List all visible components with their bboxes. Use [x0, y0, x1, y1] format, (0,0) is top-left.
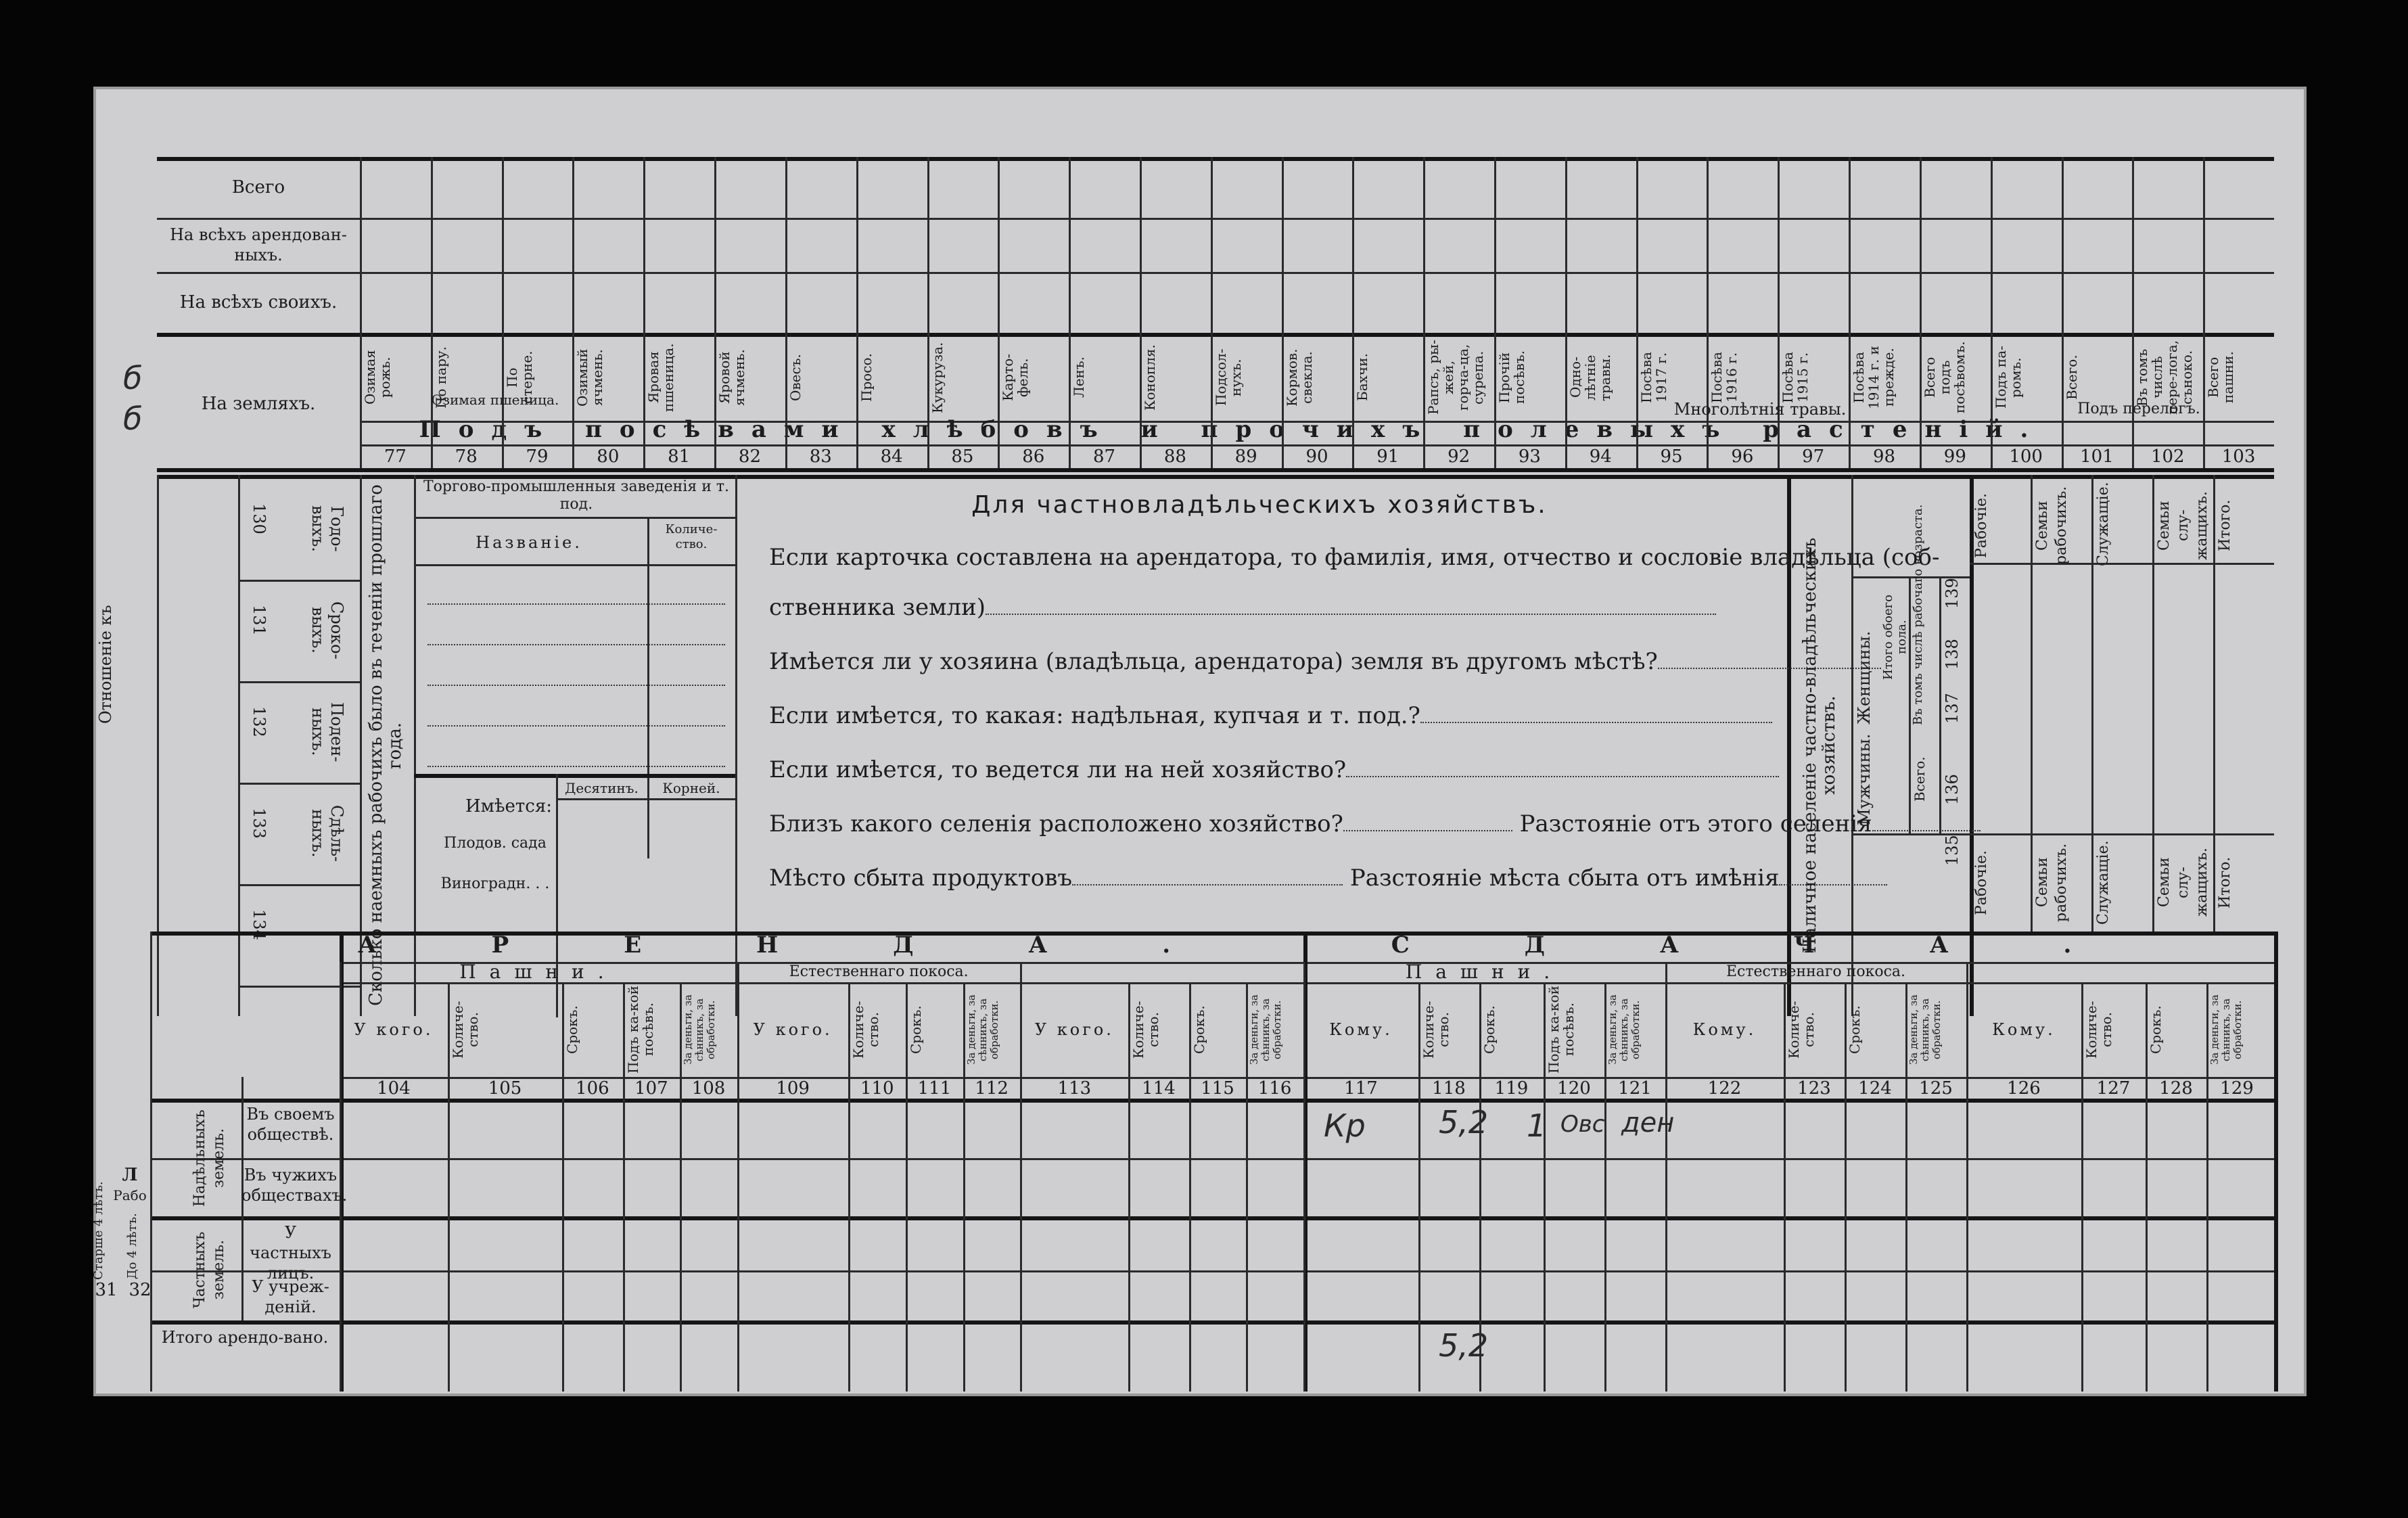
lease-col-label: За деньги, за сѣнникъ, за обработки. [2208, 994, 2244, 1065]
winter-wheat-label: Озимая пшеница. [431, 392, 559, 408]
rule [238, 783, 360, 785]
population-col-number: 137 [1943, 693, 1962, 724]
crop-col-label: Одно-лѣтніе травы. [1567, 354, 1613, 401]
hired-col-label: Годо-выхъ. [308, 505, 346, 553]
rule [1020, 982, 1022, 1392]
lease-col-label: За деньги, за сѣнникъ, за обработки. [1248, 994, 1284, 1065]
answer-line[interactable] [1658, 668, 1881, 669]
lease-col-label: Количе-ство. [2083, 1001, 2114, 1059]
margin-mark-b: б [123, 400, 143, 437]
q4 [769, 756, 1779, 783]
lease-col-label: Количе-ство. [1130, 1001, 1162, 1059]
orchard-label: Плодов. сада [444, 835, 547, 852]
arenda-title: АРЕНДА. [357, 932, 1286, 959]
crop-col-number: 84 [880, 446, 903, 467]
rule [150, 1099, 2274, 1103]
q2-text: Имѣется ли у хозяина (владѣльца, арендатора) земля въ другомъ мѣстѣ? [769, 648, 1658, 675]
crop-col-label: Въ томъ числѣ пере-лога, съноко. [2134, 340, 2196, 415]
crop-col-number: 96 [1731, 446, 1754, 467]
women-total-label: Всего. [1912, 756, 1928, 802]
crop-col-label: Посѣва 1915 г. [1780, 352, 1811, 403]
lease-subheader-meadow: Естественнаго покоса. [789, 963, 969, 980]
lease-col-label: Кому. [1692, 1020, 1757, 1039]
lease-col-label: У кого. [753, 1020, 833, 1039]
lease-col-label: Количе-ство. [449, 1001, 481, 1059]
rule [714, 157, 716, 468]
lease-col-number: 126 [2007, 1078, 2041, 1099]
crop-col-label: Ленъ. [1071, 356, 1088, 398]
crop-col-number: 81 [668, 446, 691, 467]
margin-mark-a: б [123, 360, 143, 396]
rule [643, 157, 645, 468]
rule [157, 272, 2274, 274]
lease-col-label: Кому. [1329, 1020, 1393, 1039]
rule [1069, 157, 1071, 468]
rule [150, 1320, 2274, 1325]
q6 [769, 865, 1887, 892]
col-31: 31 [95, 1280, 118, 1300]
lease-col-label: Количе-ство. [1420, 1001, 1452, 1059]
crop-col-label: Яровой ячмень. [716, 349, 748, 406]
rule [1778, 157, 1780, 468]
lease-col-number: 113 [1057, 1078, 1092, 1099]
lease-col-number: 128 [2159, 1078, 2193, 1099]
population-col-number: 136 [1943, 774, 1962, 805]
crop-col-label: Прочій посѣвъ. [1496, 350, 1528, 405]
crop-col-number: 90 [1305, 446, 1328, 467]
handwritten-terms: ден [1621, 1107, 1675, 1138]
lease-col-label: Срокъ. [908, 1005, 925, 1054]
row-total: Всего [231, 177, 285, 198]
rule [150, 1216, 2274, 1220]
crop-col-number: 98 [1872, 446, 1896, 467]
rule [1423, 157, 1425, 468]
rule [157, 333, 2274, 337]
lease-col-number: 129 [2220, 1078, 2254, 1099]
crop-col-number: 92 [1448, 446, 1471, 467]
rule [150, 1270, 2274, 1272]
rule [1707, 157, 1709, 468]
lease-col-label: За деньги, за сѣнникъ, за обработки. [1606, 994, 1642, 1065]
crop-col-label: Просо. [858, 353, 875, 402]
crop-col-label: Всего пашни. [2205, 351, 2237, 404]
trade-header: Торгово-промышленныя заведенія и т. под. [423, 478, 730, 513]
hired-col-number: 134 [250, 909, 269, 940]
lease-col-label: Подъ ка-кой посѣвъ. [1546, 986, 1577, 1074]
q3-text: Если имѣется, то какая: надѣльная, купчая и т. под.? [769, 702, 1420, 729]
crop-col-number: 77 [384, 446, 407, 467]
row-all-own: На всѣхъ своихъ. [179, 292, 338, 313]
handwritten-qty: 5,2 [1439, 1104, 1489, 1141]
hired-col-label: Поден-ныхъ. [308, 702, 346, 762]
lease-subheader-meadow: Естественнаго покоса. [1726, 963, 1905, 980]
q5a-text: Близъ какого селенія расположено хозяйство? [769, 810, 1343, 837]
dotted-rule [427, 685, 725, 686]
lease-col-number: 114 [1142, 1078, 1176, 1099]
lease-col-number: 109 [776, 1078, 810, 1099]
side-label-private: Частныхъ земель. [191, 1231, 227, 1308]
answer-line[interactable] [1346, 776, 1779, 777]
lease-col-number: 112 [975, 1078, 1009, 1099]
handwritten-crop: Овс [1560, 1111, 1605, 1138]
crop-col-number: 100 [2009, 446, 2043, 467]
rule [556, 798, 735, 800]
men-label: Мужчины. [1855, 733, 1874, 825]
crop-col-label: Всего подъ посѣвомъ. [1921, 341, 1968, 414]
workers-col-label-top: Рабочіе. [1973, 493, 1990, 559]
rule [150, 1158, 2274, 1160]
crop-col-number: 79 [526, 446, 549, 467]
dotted-rule [427, 766, 725, 767]
crop-col-number: 93 [1518, 446, 1541, 467]
lease-col-number: 115 [1201, 1078, 1234, 1099]
workers-col-label-top: Семьи рабочихъ. [2034, 486, 2070, 566]
q1: Если карточка составлена на арендатора, то фамилія, имя, отчество и сословіе владѣльца (соб- [769, 544, 1940, 571]
hired-col-label: Сроко-выхъ. [308, 601, 346, 660]
rule [1211, 157, 1213, 468]
row-own-society: Въ своемъ обществѣ. [246, 1105, 335, 1144]
lease-col-number: 123 [1797, 1078, 1831, 1099]
crop-col-label: Карто-фель. [1000, 353, 1032, 402]
crop-col-number: 83 [809, 446, 832, 467]
row-on-lands: На земляхъ. [201, 394, 316, 414]
relation-label: Отношеніе къ [96, 605, 115, 724]
answer-line[interactable] [1420, 722, 1772, 723]
workers-col-label-top: Служащіе. [2095, 482, 2112, 566]
trade-qty-col: Количе-ство. [665, 522, 718, 551]
lease-subheader-arable: Пашни. [459, 961, 618, 983]
rule [157, 218, 2274, 220]
rule [150, 932, 152, 1392]
crop-banner: Подъ посѣвами хлѣбовъ и прочихъ полевыхъ растеній. [419, 416, 2046, 443]
desyatin-col: Десятинъ. [565, 780, 639, 796]
crop-col-number: 89 [1234, 446, 1257, 467]
q5b-text: Разстояніе отъ этого селенія [1519, 810, 1872, 837]
lease-col-label: За деньги, за сѣнникъ, за обработки. [965, 994, 1000, 1065]
crop-col-number: 87 [1093, 446, 1116, 467]
rule [1494, 157, 1496, 468]
rule [1565, 157, 1567, 468]
lease-col-label: У кого. [354, 1020, 434, 1039]
population-col-number: 138 [1943, 639, 1962, 670]
hired-col-number: 131 [250, 605, 269, 636]
lease-col-number: 127 [2096, 1078, 2131, 1099]
crop-col-number: 91 [1376, 446, 1399, 467]
lease-col-label: Количе-ство. [1786, 1001, 1817, 1059]
answer-line[interactable] [1343, 830, 1512, 831]
older-label: Старше 4 лѣтъ. [91, 1181, 106, 1280]
crop-col-label: Бахчи. [1354, 353, 1371, 402]
crop-col-number: 80 [597, 446, 620, 467]
lease-col-number: 122 [1707, 1078, 1742, 1099]
lease-col-number: 108 [691, 1078, 726, 1099]
crop-col-label: Подсол-нухъ. [1212, 348, 1244, 407]
rule [785, 157, 787, 468]
lease-col-number: 116 [1257, 1078, 1292, 1099]
answer-line[interactable] [986, 614, 1716, 615]
rule [927, 157, 929, 468]
crop-col-label: По стерне. [503, 350, 535, 405]
lease-col-number: 120 [1557, 1078, 1591, 1099]
rule [2031, 475, 2033, 932]
letter-l: Л [122, 1165, 138, 1185]
rule [998, 157, 1000, 468]
lease-col-label: Подъ ка-кой посѣвъ. [624, 986, 656, 1074]
rule [2091, 475, 2093, 932]
trade-name-col: Названіе. [476, 533, 582, 552]
rule [360, 157, 362, 468]
q2 [769, 648, 1881, 675]
lease-col-number: 107 [634, 1078, 668, 1099]
lease-col-label: Кому. [1992, 1020, 2056, 1039]
rule [2152, 475, 2154, 932]
hired-note: Сколько наемныхъ рабочихъ было въ теченіи прошлаго года. [366, 484, 405, 1007]
crop-col-label: Посѣва 1917 г. [1638, 352, 1669, 403]
crop-col-label: Посѣва 1914 г. и прежде. [1851, 346, 1897, 409]
lease-col-label: Срокъ. [1190, 1005, 1207, 1054]
roots-col: Корней. [662, 780, 720, 796]
rule [431, 157, 433, 468]
incl-working-label: Въ томъ числѣ рабочаго возраста. [1911, 504, 1925, 725]
lease-col-number: 110 [860, 1078, 894, 1099]
crop-col-number: 95 [1660, 446, 1683, 467]
workers-col-label-top: Итого. [2217, 499, 2233, 552]
rule [414, 564, 735, 566]
crop-col-label: Озимая рожь. [362, 350, 393, 405]
q1b [769, 594, 1716, 621]
row-other-society: Въ чужихъ обществахъ. [241, 1166, 348, 1205]
lease-col-number: 125 [1919, 1078, 1953, 1099]
rule [1991, 157, 1993, 468]
lease-col-label: Срокъ. [564, 1005, 581, 1054]
dotted-rule [427, 644, 725, 645]
q6a-text: Мѣсто сбыта продуктовъ [769, 865, 1073, 892]
q5 [769, 810, 1981, 837]
lease-col-label: За деньги, за сѣнникъ, за обработки. [1907, 994, 1943, 1065]
crop-col-label: Всего. [2063, 354, 2080, 400]
rule [2213, 475, 2215, 932]
lease-col-label: У кого. [1034, 1020, 1114, 1039]
lease-col-number: 106 [576, 1078, 609, 1099]
crop-col-label: Конопля. [1141, 344, 1158, 411]
crop-col-number: 86 [1022, 446, 1045, 467]
lease-subheader-arable: Пашни. [1405, 961, 1564, 983]
crop-col-label: По пару. [432, 346, 449, 409]
lease-col-number: 118 [1432, 1078, 1466, 1099]
workers-col-label-bottom: Семьи слу-жащихъ. [2156, 848, 2210, 917]
crop-col-number: 99 [1943, 446, 1966, 467]
dotted-rule [427, 603, 725, 605]
rule [1966, 982, 1968, 1392]
hired-col-number: 130 [250, 503, 269, 534]
hired-col-number: 133 [250, 808, 269, 839]
crop-col-number: 97 [1802, 446, 1825, 467]
lease-col-number: 111 [917, 1078, 952, 1099]
handwritten-to-whom: Кр [1324, 1107, 1366, 1144]
col-32: 32 [129, 1280, 152, 1300]
row-institutions: У учреж-деній. [252, 1277, 329, 1316]
upto-label: До 4 лѣтъ. [125, 1213, 139, 1279]
rule [2274, 932, 2278, 1392]
women-label: Женщины. [1855, 630, 1874, 725]
total-both-label: Итого обоего пола. [1881, 595, 1909, 680]
crop-col-number: 102 [2150, 446, 2185, 467]
rule [1920, 157, 1922, 468]
lease-col-label: Срокъ. [1847, 1005, 1863, 1054]
rule [157, 157, 2274, 161]
row-all-rented: На всѣхъ арендован-ныхъ. [170, 225, 347, 264]
lease-col-label: Срокъ. [2148, 1005, 2164, 1054]
crop-col-label: Кукуруза. [929, 342, 946, 413]
has-label: Имѣется: [465, 796, 553, 816]
crop-col-number: 101 [2080, 446, 2114, 467]
crop-col-number: 85 [951, 446, 974, 467]
rule [1352, 157, 1354, 468]
rule [1939, 576, 1941, 833]
crop-col-label: Озимый ячмень. [574, 348, 606, 407]
rule [1282, 157, 1284, 468]
rule [1849, 157, 1851, 468]
q4-text: Если имѣется, то ведется ли на ней хозяйство? [769, 756, 1347, 783]
handwritten-total-qty: 5,2 [1439, 1327, 1489, 1364]
lease-col-label: Количе-ство. [850, 1001, 882, 1059]
rule [238, 580, 360, 582]
lease-col-number: 117 [1344, 1078, 1378, 1099]
q1b-text: ственника земли) [769, 594, 986, 621]
workers-col-label-bottom: Итого. [2217, 856, 2233, 908]
crop-col-label: Овесъ. [787, 354, 804, 401]
workers-col-label-top: Семьи слу-жащихъ. [2156, 491, 2210, 560]
rule [1303, 982, 1305, 1392]
handwritten-term: 1 [1527, 1107, 1547, 1144]
rule [1970, 833, 2274, 835]
workers-col-label-bottom: Семьи рабочихъ. [2034, 843, 2070, 922]
rule [238, 681, 360, 683]
census-card [93, 87, 2307, 1396]
lease-col-number: 124 [1858, 1078, 1892, 1099]
crop-col-number: 88 [1163, 446, 1186, 467]
side-label-allotment: Надѣльныхъ земель. [191, 1109, 227, 1207]
crop-col-number: 103 [2221, 446, 2256, 467]
crop-col-label: Яровая пшеница. [645, 343, 677, 412]
q6b-text: Разстояніе мѣста сбыта отъ имѣнія [1349, 865, 1780, 892]
lease-col-label: За деньги, за сѣнникъ, за обработки. [682, 994, 718, 1065]
crop-col-label: Посѣва 1916 г. [1709, 352, 1740, 403]
crop-col-number: 82 [738, 446, 762, 467]
rule [502, 157, 504, 468]
population-col-number: 139 [1943, 578, 1962, 609]
rule [2132, 157, 2134, 468]
fallow-label: Подъ перелогъ. [2077, 400, 2200, 417]
rule [238, 884, 360, 886]
lease-col-number: 121 [1618, 1078, 1652, 1099]
lease-col-number: 119 [1494, 1078, 1529, 1099]
rule [2203, 157, 2205, 468]
crop-col-number: 94 [1589, 446, 1612, 467]
hired-col-number: 132 [250, 706, 269, 737]
rule [1636, 157, 1638, 468]
rule [572, 157, 574, 468]
crop-col-label: Кормов. свекла. [1283, 348, 1315, 407]
perennial-grasses-label: Многолѣтнія травы. [1673, 400, 1847, 419]
row-total-rented: Итого арендо-вано. [161, 1328, 329, 1347]
answer-line[interactable] [1072, 884, 1343, 886]
crop-col-label: Рапсъ, ры-жей, горча-ца, сурепа. [1425, 340, 1487, 415]
rule [647, 517, 649, 858]
workers-fragment: Рабо [113, 1187, 147, 1203]
rule [1970, 563, 2274, 565]
private-title: Для частновладѣльческихъ хозяйствъ. [971, 491, 1548, 519]
workers-col-label-bottom: Служащіе. [2095, 840, 2112, 925]
hired-col-label: Сдѣль-ныхъ. [308, 804, 346, 862]
crop-col-label: Подъ па-ромъ. [1992, 346, 2024, 409]
rule [1665, 982, 1667, 1392]
rule [1140, 157, 1142, 468]
lease-col-number: 104 [377, 1078, 411, 1099]
row-private-persons: У частныхъ лицъ. [250, 1223, 331, 1283]
vineyard-label: Виноградн. . . [440, 875, 550, 892]
sdacha-title: СДАЧА. [1391, 932, 2187, 959]
dotted-rule [427, 725, 725, 727]
rule [157, 468, 2274, 472]
rule [2062, 157, 2064, 468]
lease-col-number: 105 [488, 1078, 522, 1099]
population-col-number: 135 [1943, 835, 1962, 866]
crop-col-number: 78 [455, 446, 478, 467]
lease-col-label: Срокъ. [1481, 1005, 1498, 1054]
population-title: Наличное населеніе частно-владѣльческихъ хозяйствъ. [1800, 537, 1839, 954]
rule [856, 157, 858, 468]
rule [737, 982, 739, 1392]
rule [414, 517, 735, 519]
q3 [769, 702, 1772, 729]
workers-col-label-bottom: Рабочіе. [1973, 850, 1990, 915]
